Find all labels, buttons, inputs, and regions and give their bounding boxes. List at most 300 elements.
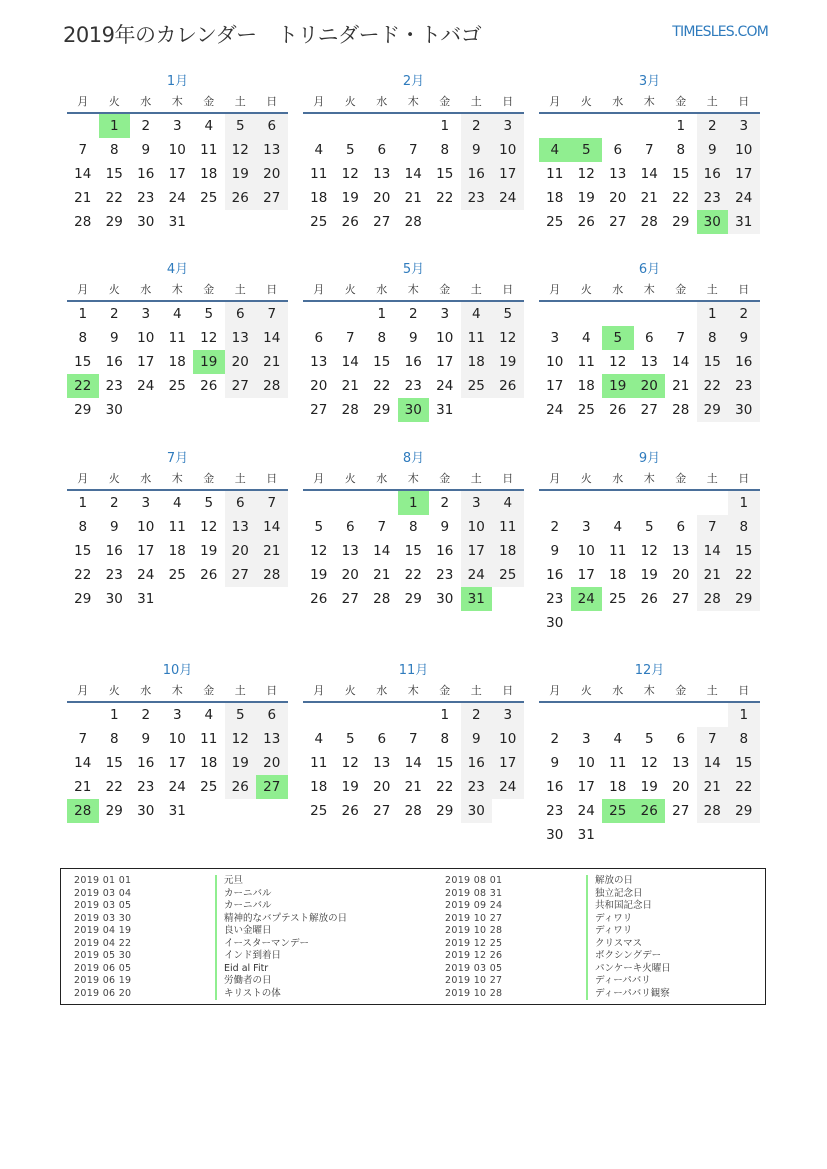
day-cell[interactable]: 12 xyxy=(640,543,658,559)
day-cell[interactable]: 19 xyxy=(225,162,257,186)
day-cell[interactable]: 10 xyxy=(461,515,493,539)
day-cell[interactable]: 9 xyxy=(408,330,418,346)
day-cell[interactable]: 17 xyxy=(577,567,595,583)
day-cell[interactable]: 18 xyxy=(200,755,218,771)
day-cell[interactable]: 29 xyxy=(404,591,422,607)
day-cell[interactable]: 23 xyxy=(461,775,493,799)
day-cell[interactable]: 30 xyxy=(461,799,493,823)
day-cell[interactable]: 20 xyxy=(225,350,257,374)
day-cell[interactable]: 2 xyxy=(109,306,119,322)
day-cell[interactable]: 21 xyxy=(373,567,391,583)
day-cell[interactable]: 7 xyxy=(78,731,88,747)
day-cell[interactable]: 2 xyxy=(440,495,450,511)
day-cell[interactable]: 23 xyxy=(137,190,155,206)
day-cell[interactable]: 15 xyxy=(105,166,123,182)
day-cell[interactable]: 20 xyxy=(225,539,257,563)
day-cell[interactable]: 15 xyxy=(672,166,690,182)
day-cell[interactable]: 18 xyxy=(492,539,524,563)
day-cell[interactable]: 13 xyxy=(225,326,257,350)
day-cell[interactable]: 17 xyxy=(137,354,155,370)
day-cell[interactable]: 8 xyxy=(697,326,729,350)
day-cell[interactable]: 21 xyxy=(404,190,422,206)
day-cell[interactable]: 22 xyxy=(373,378,391,394)
day-cell[interactable]: 20 xyxy=(256,751,288,775)
day-cell[interactable]: 7 xyxy=(256,491,288,515)
day-cell[interactable]: 24 xyxy=(137,378,155,394)
day-cell[interactable]: 11 xyxy=(609,755,627,771)
day-cell[interactable]: 14 xyxy=(341,354,359,370)
day-cell[interactable]: 10 xyxy=(577,543,595,559)
day-cell[interactable]: 21 xyxy=(404,779,422,795)
day-cell[interactable]: 25 xyxy=(168,378,186,394)
day-cell[interactable]: 23 xyxy=(728,374,760,398)
day-cell[interactable]: 9 xyxy=(141,731,151,747)
day-cell[interactable]: 3 xyxy=(581,731,591,747)
day-cell[interactable]: 28 xyxy=(256,374,288,398)
day-cell[interactable]: 21 xyxy=(74,190,92,206)
day-cell[interactable]: 11 xyxy=(168,519,186,535)
day-cell[interactable]: 29 xyxy=(105,803,123,819)
day-cell[interactable]: 1 xyxy=(728,703,760,727)
day-cell[interactable]: 17 xyxy=(168,755,186,771)
day-cell[interactable]: 25 xyxy=(609,591,627,607)
day-cell[interactable]: 11 xyxy=(609,543,627,559)
day-cell[interactable]: 27 xyxy=(609,214,627,230)
day-cell[interactable]: 17 xyxy=(492,162,524,186)
day-cell[interactable]: 28 xyxy=(404,803,422,819)
day-cell[interactable]: 10 xyxy=(728,138,760,162)
day-cell[interactable]: 16 xyxy=(546,567,564,583)
day-cell[interactable]: 19 xyxy=(341,190,359,206)
holiday-day-cell[interactable]: 20 xyxy=(634,374,666,398)
day-cell[interactable]: 24 xyxy=(461,563,493,587)
day-cell[interactable]: 6 xyxy=(256,114,288,138)
day-cell[interactable]: 19 xyxy=(640,567,658,583)
day-cell[interactable]: 24 xyxy=(492,775,524,799)
holiday-day-cell[interactable]: 26 xyxy=(634,799,666,823)
day-cell[interactable]: 17 xyxy=(492,751,524,775)
day-cell[interactable]: 15 xyxy=(404,543,422,559)
day-cell[interactable]: 10 xyxy=(577,755,595,771)
day-cell[interactable]: 30 xyxy=(137,803,155,819)
day-cell[interactable]: 5 xyxy=(225,114,257,138)
day-cell[interactable]: 30 xyxy=(728,398,760,422)
day-cell[interactable]: 19 xyxy=(225,751,257,775)
day-cell[interactable]: 21 xyxy=(341,378,359,394)
day-cell[interactable]: 7 xyxy=(697,727,729,751)
day-cell[interactable]: 30 xyxy=(546,827,564,843)
day-cell[interactable]: 27 xyxy=(256,186,288,210)
day-cell[interactable]: 2 xyxy=(550,519,560,535)
day-cell[interactable]: 1 xyxy=(377,306,387,322)
day-cell[interactable]: 24 xyxy=(728,186,760,210)
day-cell[interactable]: 31 xyxy=(436,402,454,418)
day-cell[interactable]: 20 xyxy=(373,190,391,206)
day-cell[interactable]: 22 xyxy=(74,567,92,583)
day-cell[interactable]: 14 xyxy=(672,354,690,370)
day-cell[interactable]: 12 xyxy=(577,166,595,182)
day-cell[interactable]: 30 xyxy=(546,615,564,631)
day-cell[interactable]: 5 xyxy=(345,731,355,747)
day-cell[interactable]: 22 xyxy=(404,567,422,583)
day-cell[interactable]: 29 xyxy=(672,214,690,230)
day-cell[interactable]: 3 xyxy=(172,118,182,134)
day-cell[interactable]: 4 xyxy=(172,495,182,511)
day-cell[interactable]: 6 xyxy=(377,731,387,747)
day-cell[interactable]: 28 xyxy=(74,214,92,230)
day-cell[interactable]: 28 xyxy=(672,402,690,418)
day-cell[interactable]: 5 xyxy=(225,703,257,727)
day-cell[interactable]: 22 xyxy=(436,190,454,206)
day-cell[interactable]: 31 xyxy=(168,214,186,230)
day-cell[interactable]: 3 xyxy=(728,114,760,138)
day-cell[interactable]: 28 xyxy=(697,587,729,611)
day-cell[interactable]: 8 xyxy=(408,519,418,535)
day-cell[interactable]: 26 xyxy=(640,591,658,607)
day-cell[interactable]: 4 xyxy=(172,306,182,322)
day-cell[interactable]: 10 xyxy=(492,727,524,751)
day-cell[interactable]: 2 xyxy=(141,118,151,134)
day-cell[interactable]: 2 xyxy=(461,703,493,727)
day-cell[interactable]: 27 xyxy=(310,402,328,418)
day-cell[interactable]: 16 xyxy=(728,350,760,374)
day-cell[interactable]: 11 xyxy=(461,326,493,350)
day-cell[interactable]: 19 xyxy=(640,779,658,795)
day-cell[interactable]: 16 xyxy=(137,755,155,771)
day-cell[interactable]: 16 xyxy=(697,162,729,186)
day-cell[interactable]: 20 xyxy=(373,779,391,795)
day-cell[interactable]: 3 xyxy=(461,491,493,515)
day-cell[interactable]: 16 xyxy=(461,751,493,775)
day-cell[interactable]: 28 xyxy=(341,402,359,418)
day-cell[interactable]: 6 xyxy=(676,731,686,747)
day-cell[interactable]: 18 xyxy=(310,779,328,795)
day-cell[interactable]: 28 xyxy=(256,563,288,587)
day-cell[interactable]: 17 xyxy=(728,162,760,186)
holiday-day-cell[interactable]: 4 xyxy=(539,138,571,162)
day-cell[interactable]: 27 xyxy=(225,563,257,587)
day-cell[interactable]: 20 xyxy=(609,190,627,206)
day-cell[interactable]: 18 xyxy=(609,567,627,583)
day-cell[interactable]: 13 xyxy=(640,354,658,370)
day-cell[interactable]: 3 xyxy=(581,519,591,535)
day-cell[interactable]: 3 xyxy=(440,306,450,322)
day-cell[interactable]: 26 xyxy=(225,186,257,210)
day-cell[interactable]: 5 xyxy=(204,495,214,511)
day-cell[interactable]: 1 xyxy=(676,118,686,134)
day-cell[interactable]: 15 xyxy=(697,350,729,374)
day-cell[interactable]: 25 xyxy=(310,214,328,230)
day-cell[interactable]: 5 xyxy=(204,306,214,322)
day-cell[interactable]: 17 xyxy=(168,166,186,182)
day-cell[interactable]: 27 xyxy=(225,374,257,398)
day-cell[interactable]: 24 xyxy=(137,567,155,583)
day-cell[interactable]: 8 xyxy=(440,731,450,747)
day-cell[interactable]: 18 xyxy=(168,354,186,370)
day-cell[interactable]: 22 xyxy=(105,779,123,795)
day-cell[interactable]: 15 xyxy=(74,543,92,559)
day-cell[interactable]: 13 xyxy=(672,755,690,771)
day-cell[interactable]: 8 xyxy=(78,330,88,346)
day-cell[interactable]: 11 xyxy=(168,330,186,346)
day-cell[interactable]: 26 xyxy=(225,775,257,799)
day-cell[interactable]: 26 xyxy=(200,378,218,394)
day-cell[interactable]: 15 xyxy=(436,755,454,771)
day-cell[interactable]: 9 xyxy=(461,138,493,162)
day-cell[interactable]: 7 xyxy=(408,731,418,747)
day-cell[interactable]: 26 xyxy=(492,374,524,398)
day-cell[interactable]: 16 xyxy=(404,354,422,370)
day-cell[interactable]: 31 xyxy=(168,803,186,819)
day-cell[interactable]: 14 xyxy=(697,751,729,775)
day-cell[interactable]: 6 xyxy=(377,142,387,158)
day-cell[interactable]: 13 xyxy=(225,515,257,539)
day-cell[interactable]: 11 xyxy=(200,142,218,158)
day-cell[interactable]: 21 xyxy=(697,563,729,587)
day-cell[interactable]: 23 xyxy=(404,378,422,394)
day-cell[interactable]: 10 xyxy=(137,519,155,535)
day-cell[interactable]: 21 xyxy=(697,775,729,799)
day-cell[interactable]: 23 xyxy=(461,186,493,210)
day-cell[interactable]: 8 xyxy=(676,142,686,158)
day-cell[interactable]: 16 xyxy=(546,779,564,795)
day-cell[interactable]: 7 xyxy=(377,519,387,535)
day-cell[interactable]: 14 xyxy=(404,755,422,771)
day-cell[interactable]: 11 xyxy=(310,166,328,182)
day-cell[interactable]: 16 xyxy=(105,543,123,559)
day-cell[interactable]: 19 xyxy=(492,350,524,374)
day-cell[interactable]: 13 xyxy=(341,543,359,559)
day-cell[interactable]: 10 xyxy=(168,731,186,747)
day-cell[interactable]: 3 xyxy=(550,330,560,346)
day-cell[interactable]: 18 xyxy=(461,350,493,374)
day-cell[interactable]: 7 xyxy=(78,142,88,158)
day-cell[interactable]: 30 xyxy=(436,591,454,607)
day-cell[interactable]: 8 xyxy=(109,731,119,747)
day-cell[interactable]: 20 xyxy=(672,567,690,583)
day-cell[interactable]: 4 xyxy=(461,302,493,326)
day-cell[interactable]: 13 xyxy=(256,138,288,162)
day-cell[interactable]: 8 xyxy=(728,515,760,539)
day-cell[interactable]: 12 xyxy=(200,519,218,535)
day-cell[interactable]: 26 xyxy=(577,214,595,230)
day-cell[interactable]: 11 xyxy=(200,731,218,747)
day-cell[interactable]: 23 xyxy=(546,803,564,819)
day-cell[interactable]: 22 xyxy=(672,190,690,206)
day-cell[interactable]: 8 xyxy=(440,142,450,158)
day-cell[interactable]: 1 xyxy=(78,306,88,322)
day-cell[interactable]: 18 xyxy=(609,779,627,795)
day-cell[interactable]: 26 xyxy=(200,567,218,583)
day-cell[interactable]: 16 xyxy=(461,162,493,186)
day-cell[interactable]: 9 xyxy=(550,543,560,559)
holiday-day-cell[interactable]: 5 xyxy=(602,326,634,350)
holiday-day-cell[interactable]: 27 xyxy=(256,775,288,799)
day-cell[interactable]: 9 xyxy=(697,138,729,162)
day-cell[interactable]: 12 xyxy=(341,166,359,182)
day-cell[interactable]: 24 xyxy=(492,186,524,210)
day-cell[interactable]: 13 xyxy=(310,354,328,370)
day-cell[interactable]: 7 xyxy=(644,142,654,158)
day-cell[interactable]: 19 xyxy=(577,190,595,206)
day-cell[interactable]: 2 xyxy=(550,731,560,747)
day-cell[interactable]: 23 xyxy=(697,186,729,210)
day-cell[interactable]: 4 xyxy=(581,330,591,346)
day-cell[interactable]: 15 xyxy=(436,166,454,182)
day-cell[interactable]: 10 xyxy=(168,142,186,158)
day-cell[interactable]: 9 xyxy=(109,519,119,535)
day-cell[interactable]: 10 xyxy=(436,330,454,346)
day-cell[interactable]: 1 xyxy=(109,707,119,723)
day-cell[interactable]: 5 xyxy=(345,142,355,158)
day-cell[interactable]: 13 xyxy=(373,166,391,182)
day-cell[interactable]: 31 xyxy=(728,210,760,234)
day-cell[interactable]: 24 xyxy=(168,779,186,795)
day-cell[interactable]: 28 xyxy=(373,591,391,607)
day-cell[interactable]: 20 xyxy=(341,567,359,583)
day-cell[interactable]: 12 xyxy=(341,755,359,771)
day-cell[interactable]: 5 xyxy=(644,731,654,747)
day-cell[interactable]: 4 xyxy=(314,142,324,158)
day-cell[interactable]: 9 xyxy=(440,519,450,535)
day-cell[interactable]: 8 xyxy=(109,142,119,158)
day-cell[interactable]: 21 xyxy=(640,190,658,206)
day-cell[interactable]: 4 xyxy=(613,731,623,747)
day-cell[interactable]: 20 xyxy=(672,779,690,795)
day-cell[interactable]: 1 xyxy=(440,707,450,723)
day-cell[interactable]: 29 xyxy=(74,591,92,607)
day-cell[interactable]: 18 xyxy=(310,190,328,206)
day-cell[interactable]: 14 xyxy=(404,166,422,182)
day-cell[interactable]: 13 xyxy=(373,755,391,771)
day-cell[interactable]: 15 xyxy=(373,354,391,370)
day-cell[interactable]: 19 xyxy=(200,543,218,559)
day-cell[interactable]: 27 xyxy=(672,803,690,819)
day-cell[interactable]: 11 xyxy=(546,166,564,182)
day-cell[interactable]: 7 xyxy=(256,302,288,326)
day-cell[interactable]: 1 xyxy=(728,491,760,515)
day-cell[interactable]: 29 xyxy=(373,402,391,418)
brand-logo[interactable]: TIMESLES.COM xyxy=(672,24,768,40)
day-cell[interactable]: 25 xyxy=(546,214,564,230)
day-cell[interactable]: 17 xyxy=(436,354,454,370)
day-cell[interactable]: 17 xyxy=(577,779,595,795)
day-cell[interactable]: 3 xyxy=(492,703,524,727)
day-cell[interactable]: 24 xyxy=(577,803,595,819)
day-cell[interactable]: 25 xyxy=(200,190,218,206)
day-cell[interactable]: 13 xyxy=(256,727,288,751)
day-cell[interactable]: 2 xyxy=(109,495,119,511)
day-cell[interactable]: 22 xyxy=(697,374,729,398)
day-cell[interactable]: 20 xyxy=(256,162,288,186)
day-cell[interactable]: 16 xyxy=(137,166,155,182)
day-cell[interactable]: 27 xyxy=(640,402,658,418)
day-cell[interactable]: 26 xyxy=(609,402,627,418)
day-cell[interactable]: 18 xyxy=(168,543,186,559)
day-cell[interactable]: 6 xyxy=(314,330,324,346)
day-cell[interactable]: 3 xyxy=(141,306,151,322)
day-cell[interactable]: 10 xyxy=(492,138,524,162)
day-cell[interactable]: 26 xyxy=(341,214,359,230)
day-cell[interactable]: 3 xyxy=(492,114,524,138)
day-cell[interactable]: 31 xyxy=(137,591,155,607)
day-cell[interactable]: 15 xyxy=(728,539,760,563)
day-cell[interactable]: 19 xyxy=(341,779,359,795)
day-cell[interactable]: 13 xyxy=(672,543,690,559)
day-cell[interactable]: 6 xyxy=(256,703,288,727)
holiday-day-cell[interactable]: 30 xyxy=(697,210,729,234)
day-cell[interactable]: 21 xyxy=(672,378,690,394)
day-cell[interactable]: 16 xyxy=(105,354,123,370)
holiday-day-cell[interactable]: 5 xyxy=(571,138,603,162)
day-cell[interactable]: 11 xyxy=(577,354,595,370)
day-cell[interactable]: 2 xyxy=(141,707,151,723)
day-cell[interactable]: 15 xyxy=(728,751,760,775)
day-cell[interactable]: 5 xyxy=(314,519,324,535)
day-cell[interactable]: 23 xyxy=(137,779,155,795)
day-cell[interactable]: 30 xyxy=(105,402,123,418)
day-cell[interactable]: 7 xyxy=(408,142,418,158)
day-cell[interactable]: 31 xyxy=(577,827,595,843)
day-cell[interactable]: 30 xyxy=(105,591,123,607)
day-cell[interactable]: 23 xyxy=(546,591,564,607)
day-cell[interactable]: 2 xyxy=(461,114,493,138)
day-cell[interactable]: 30 xyxy=(137,214,155,230)
day-cell[interactable]: 21 xyxy=(74,779,92,795)
holiday-day-cell[interactable]: 24 xyxy=(571,587,603,611)
holiday-day-cell[interactable]: 1 xyxy=(398,491,430,515)
day-cell[interactable]: 6 xyxy=(225,491,257,515)
day-cell[interactable]: 29 xyxy=(697,398,729,422)
day-cell[interactable]: 12 xyxy=(225,727,257,751)
day-cell[interactable]: 19 xyxy=(310,567,328,583)
day-cell[interactable]: 9 xyxy=(461,727,493,751)
day-cell[interactable]: 4 xyxy=(314,731,324,747)
day-cell[interactable]: 6 xyxy=(644,330,654,346)
day-cell[interactable]: 7 xyxy=(697,515,729,539)
day-cell[interactable]: 28 xyxy=(697,799,729,823)
day-cell[interactable]: 6 xyxy=(225,302,257,326)
day-cell[interactable]: 25 xyxy=(461,374,493,398)
day-cell[interactable]: 10 xyxy=(137,330,155,346)
day-cell[interactable]: 23 xyxy=(436,567,454,583)
day-cell[interactable]: 23 xyxy=(105,567,123,583)
day-cell[interactable]: 6 xyxy=(613,142,623,158)
day-cell[interactable]: 12 xyxy=(310,543,328,559)
day-cell[interactable]: 27 xyxy=(373,214,391,230)
day-cell[interactable]: 4 xyxy=(492,491,524,515)
day-cell[interactable]: 25 xyxy=(577,402,595,418)
day-cell[interactable]: 17 xyxy=(137,543,155,559)
holiday-day-cell[interactable]: 19 xyxy=(602,374,634,398)
day-cell[interactable]: 14 xyxy=(640,166,658,182)
day-cell[interactable]: 15 xyxy=(105,755,123,771)
day-cell[interactable]: 2 xyxy=(697,114,729,138)
day-cell[interactable]: 29 xyxy=(728,799,760,823)
day-cell[interactable]: 24 xyxy=(546,402,564,418)
day-cell[interactable]: 29 xyxy=(105,214,123,230)
day-cell[interactable]: 26 xyxy=(341,803,359,819)
day-cell[interactable]: 24 xyxy=(436,378,454,394)
day-cell[interactable]: 18 xyxy=(546,190,564,206)
day-cell[interactable]: 9 xyxy=(109,330,119,346)
day-cell[interactable]: 11 xyxy=(492,515,524,539)
day-cell[interactable]: 25 xyxy=(200,779,218,795)
day-cell[interactable]: 3 xyxy=(141,495,151,511)
day-cell[interactable]: 8 xyxy=(728,727,760,751)
holiday-day-cell[interactable]: 30 xyxy=(398,398,430,422)
day-cell[interactable]: 1 xyxy=(697,302,729,326)
